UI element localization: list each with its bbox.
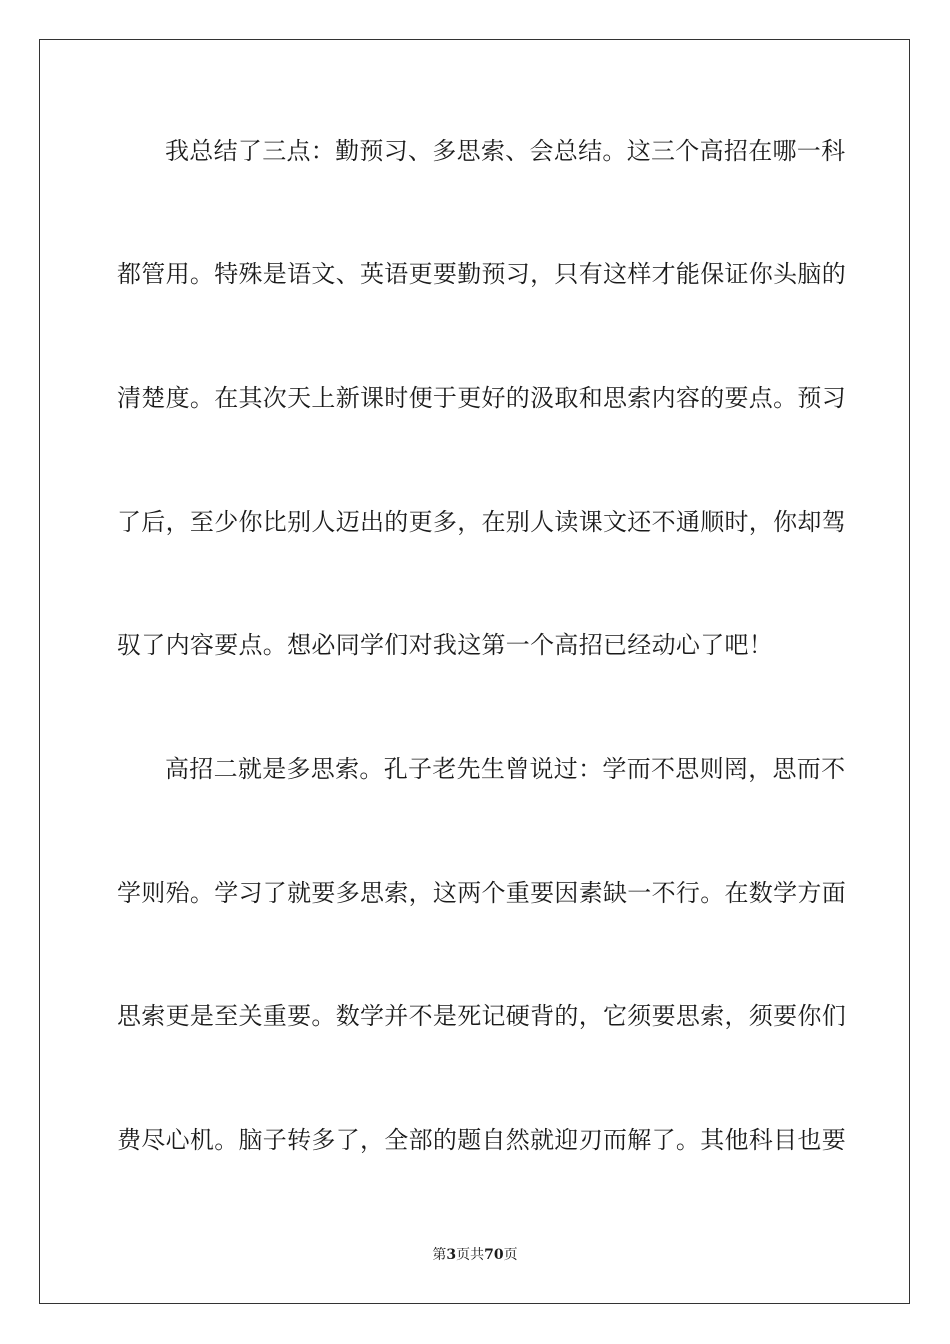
paragraph-2-line-3: 思索更是至关重要。数学并不是死记硬背的，它须要思索，须要你们 [117, 1002, 846, 1030]
paragraph-1-line-1: 我总结了三点：勤预习、多思索、会总结。这三个高招在哪一科 [165, 137, 846, 165]
paragraph-2-line-4: 费尽心机。脑子转多了，全部的题自然就迎刃而解了。其他科目也要 [117, 1126, 846, 1154]
paragraph-2-line-1: 高招二就是多思索。孔子老先生曾说过：学而不思则罔，思而不 [165, 755, 846, 783]
paragraph-2-line-2: 学则殆。学习了就要多思索，这两个重要因素缺一不行。在数学方面 [117, 879, 846, 907]
page-prefix: 第 [432, 1247, 447, 1263]
page-footer [0, 1246, 950, 1264]
paragraph-1-line-2: 都管用。特殊是语文、英语更要勤预习，只有这样才能保证你头脑的 [117, 260, 846, 288]
page-border [39, 39, 910, 1304]
paragraph-1-line-3: 清楚度。在其次天上新课时便于更好的汲取和思索内容的要点。预习 [117, 384, 846, 412]
paragraph-1-line-5: 驭了内容要点。想必同学们对我这第一个高招已经动心了吧！ [117, 631, 774, 659]
paragraph-1-line-4: 了后，至少你比别人迈出的更多，在别人读课文还不通顺时，你却驾 [117, 508, 846, 536]
total-suffix: 页 [503, 1247, 518, 1263]
total-prefix: 共 [470, 1247, 485, 1263]
page-suffix: 页 [456, 1247, 471, 1263]
page-current-number: 3 [446, 1247, 457, 1263]
page-total-number: 70 [484, 1247, 504, 1263]
